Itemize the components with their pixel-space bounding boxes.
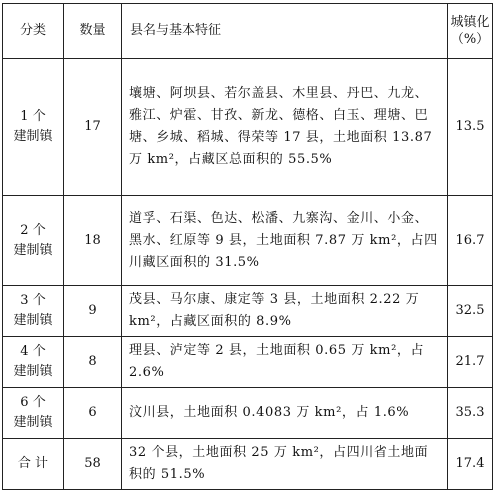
table-row [3, 59, 493, 196]
row-category-line2: 建制镇 [13, 415, 53, 430]
total-urbanization: 17.4 [448, 439, 493, 490]
row-category-line2: 建制镇 [13, 242, 53, 258]
row-description: 道孚、石渠、色达、松潘、九寨沟、金川、小金、黑水、红原等 9 县，土地面积 7.87 万 km²，占四川藏区面积的 31.5% [122, 196, 448, 286]
row-urbanization: 16.7 [448, 196, 493, 286]
header-urbanization [448, 4, 493, 59]
row-urbanization: 35.3 [448, 388, 493, 439]
row-category-line1: 2 个 [20, 222, 46, 238]
table-row [3, 286, 493, 337]
table-header-row [3, 4, 493, 59]
row-count: 18 [64, 196, 122, 286]
row-category [3, 59, 64, 196]
header-description: 县名与基本特征 [122, 4, 448, 59]
row-category-line2: 建制镇 [13, 364, 53, 379]
header-category: 分类 [3, 4, 64, 59]
total-label: 合 计 [3, 439, 64, 490]
row-count: 17 [64, 59, 122, 196]
row-urbanization: 13.5 [448, 59, 493, 196]
header-count: 数量 [64, 4, 122, 59]
row-category-line2: 建制镇 [13, 129, 53, 144]
table-row [3, 337, 493, 388]
row-count: 6 [64, 388, 122, 439]
row-urbanization: 21.7 [448, 337, 493, 388]
county-urbanization-table [2, 3, 493, 490]
row-urbanization: 32.5 [448, 286, 493, 337]
row-description: 壤塘、阿坝县、若尔盖县、木里县、丹巴、九龙、雅江、炉霍、甘孜、新龙、德格、白玉、理塘、巴塘、乡城、稻城、得荣等 17 县，土地面积 13.87 万 km²，占藏区总面积的 55.5% [122, 59, 448, 196]
row-category-line1: 3 个 [20, 293, 46, 308]
header-urbanization-line2: （%） [450, 32, 490, 47]
header-urbanization-line1: 城镇化 [450, 15, 490, 30]
row-count: 9 [64, 286, 122, 337]
row-description: 汶川县，土地面积 0.4083 万 km²，占 1.6% [122, 388, 448, 439]
row-category [3, 337, 64, 388]
row-category-line2: 建制镇 [13, 313, 53, 328]
row-description: 茂县、马尔康、康定等 3 县，土地面积 2.22 万 km²，占藏区面积的 8.9% [122, 286, 448, 337]
row-description: 理县、泸定等 2 县，土地面积 0.65 万 km²，占 2.6% [122, 337, 448, 388]
table-row [3, 196, 493, 286]
row-category [3, 388, 64, 439]
row-count: 8 [64, 337, 122, 388]
row-category [3, 286, 64, 337]
total-count: 58 [64, 439, 122, 490]
row-category-line1: 6 个 [20, 395, 46, 410]
row-category-line1: 4 个 [20, 344, 46, 359]
row-category-line1: 1 个 [20, 109, 46, 124]
row-category [3, 196, 64, 286]
table-container [2, 3, 493, 490]
table-total-row [3, 439, 493, 490]
total-description: 32 个县，土地面积 25 万 km²，占四川省土地面积的 51.5% [122, 439, 448, 490]
table-row [3, 388, 493, 439]
